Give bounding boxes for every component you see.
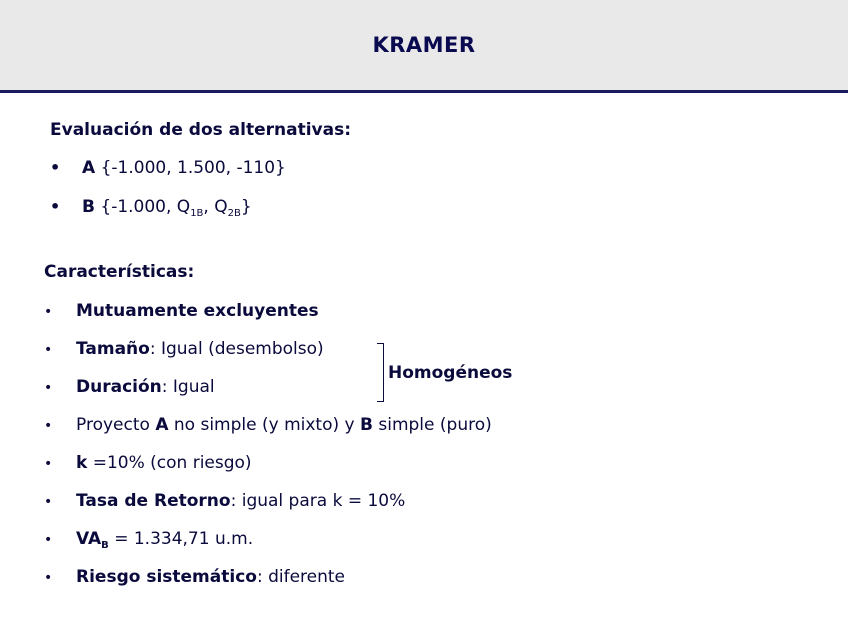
alternative-a [82,158,286,178]
item-text: = 1.334,71 u.m. [108,529,254,549]
alternative-b-part2: , Q [203,197,228,217]
bullet-icon: • [44,380,53,396]
item-bold: A [155,415,169,435]
item-text: : diferente [256,567,346,587]
item-bold: Riesgo sistemático [76,567,257,587]
item-bold: k [76,453,88,473]
bullet-icon: • [50,197,61,216]
bullet-icon: • [44,494,53,510]
item-bold: B [360,415,373,435]
alternative-a-label: A [82,158,96,178]
item-tamano [76,339,324,359]
bullet-icon: • [50,158,61,177]
item-bold: Tamaño [76,339,150,359]
item-proyecto [76,415,492,435]
alternative-a-values: {-1.000, 1.500, -110} [100,158,286,178]
item-text: : Igual [161,377,215,397]
item-duracion [76,377,215,397]
item-tasa [76,491,405,511]
bullet-icon: • [44,342,53,358]
item-text: Proyecto [76,415,156,435]
item-text: : igual para k = 10% [230,491,406,511]
item-bold: Mutuamente excluyentes [76,301,319,321]
homogeneos-label: Homogéneos [388,363,513,383]
item-sub: B [101,540,109,551]
item-riesgo [76,567,345,587]
evaluacion-heading: Evaluación de dos alternativas: [50,120,352,140]
item-text: : Igual (desembolso) [149,339,324,359]
slide-title: KRAMER [372,33,476,57]
caracteristicas-heading: Características: [44,262,195,282]
item-bold: VA [76,529,102,549]
alternative-b-part3: } [240,197,252,217]
homogeneos-bracket [377,343,384,402]
alternative-b-sub1: 1B [190,208,204,219]
item-text: no simple (y mixto) y [168,415,360,435]
bullet-icon: • [44,304,53,320]
alternative-b-label: B [82,197,95,217]
alternative-b-sub2: 2B [227,208,241,219]
item-vab [76,529,253,549]
header-bar [0,0,848,93]
item-bold: Duración [76,377,162,397]
bullet-icon: • [44,570,53,586]
item-k [76,453,252,473]
alternative-b [82,197,252,217]
item-bold: Tasa de Retorno [76,491,231,511]
bullet-icon: • [44,418,53,434]
bullet-icon: • [44,456,53,472]
bullet-icon: • [44,532,53,548]
alternative-b-part1: {-1.000, Q [100,197,191,217]
item-text: =10% (con riesgo) [87,453,252,473]
item-mutuamente [76,301,319,321]
item-text: simple (puro) [372,415,492,435]
